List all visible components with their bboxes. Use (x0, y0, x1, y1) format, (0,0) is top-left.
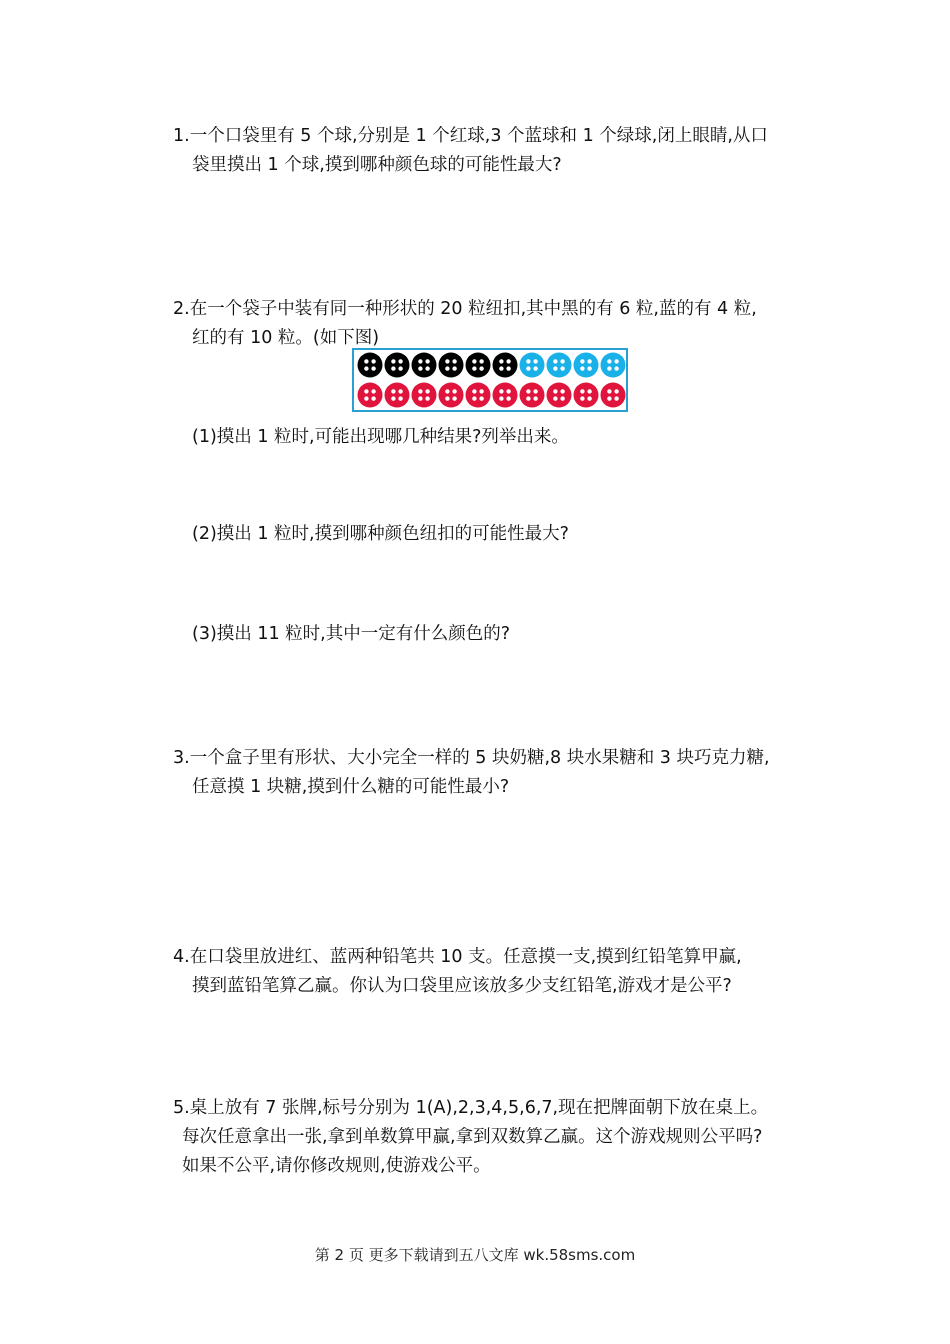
question-3-line-1: 3.一个盒子里有形状、大小完全一样的 5 块奶糖,8 块水果糖和 3 块巧克力糖, (173, 748, 770, 768)
red-button-icon (385, 383, 410, 408)
black-button-icon (439, 353, 464, 378)
question-1-line-1: 1.一个口袋里有 5 个球,分别是 1 个红球,3 个蓝球和 1 个绿球,闭上眼睛,从口 (173, 126, 768, 146)
red-button-icon (493, 383, 518, 408)
question-5-line-2: 每次任意拿出一张,拿到单数算甲赢,拿到双数算乙赢。这个游戏规则公平吗? (182, 1127, 763, 1147)
question-2 (173, 295, 833, 353)
red-button-icon (412, 383, 437, 408)
question-4 (173, 943, 833, 1001)
question-2-sub-2: (2)摸出 1 粒时,摸到哪种颜色纽扣的可能性最大? (192, 524, 569, 544)
black-button-icon (385, 353, 410, 378)
question-5-line-1: 5.桌上放有 7 张牌,标号分别为 1(A),2,3,4,5,6,7,现在把牌面朝下放在桌上。 (173, 1098, 769, 1118)
blue-button-icon (574, 353, 599, 378)
black-button-icon (412, 353, 437, 378)
blue-button-icon (547, 353, 572, 378)
question-2-line-2: 红的有 10 粒。(如下图) (192, 328, 380, 348)
blue-button-icon (520, 353, 545, 378)
blue-button-icon (601, 353, 626, 378)
red-button-icon (439, 383, 464, 408)
red-button-icon (547, 383, 572, 408)
question-1-line-2: 袋里摸出 1 个球,摸到哪种颜色球的可能性最大? (192, 155, 562, 175)
question-2-line-1: 2.在一个袋子中装有同一种形状的 20 粒纽扣,其中黑的有 6 粒,蓝的有 4 粒, (173, 299, 757, 319)
question-1 (173, 122, 833, 180)
buttons-figure (352, 348, 628, 412)
question-3-line-2: 任意摸 1 块糖,摸到什么糖的可能性最小? (192, 777, 510, 797)
buttons-illustration (354, 350, 626, 410)
red-button-icon (466, 383, 491, 408)
question-2-sub-1: (1)摸出 1 粒时,可能出现哪几种结果?列举出来。 (192, 427, 569, 447)
red-button-icon (520, 383, 545, 408)
question-4-line-2: 摸到蓝铅笔算乙赢。你认为口袋里应该放多少支红铅笔,游戏才是公平? (192, 976, 732, 996)
question-3 (173, 744, 833, 802)
red-button-icon (574, 383, 599, 408)
black-button-icon (358, 353, 383, 378)
black-button-icon (466, 353, 491, 378)
question-5-line-3: 如果不公平,请你修改规则,使游戏公平。 (182, 1156, 491, 1176)
question-2-sub-3: (3)摸出 11 粒时,其中一定有什么颜色的? (192, 624, 511, 644)
page-footer: 第 2 页 更多下载请到五八文库 wk.58sms.com (314, 1246, 636, 1264)
question-5 (173, 1094, 833, 1181)
red-button-icon (601, 383, 626, 408)
red-button-icon (358, 383, 383, 408)
black-button-icon (493, 353, 518, 378)
question-4-line-1: 4.在口袋里放进红、蓝两种铅笔共 10 支。任意摸一支,摸到红铅笔算甲赢, (173, 947, 742, 967)
